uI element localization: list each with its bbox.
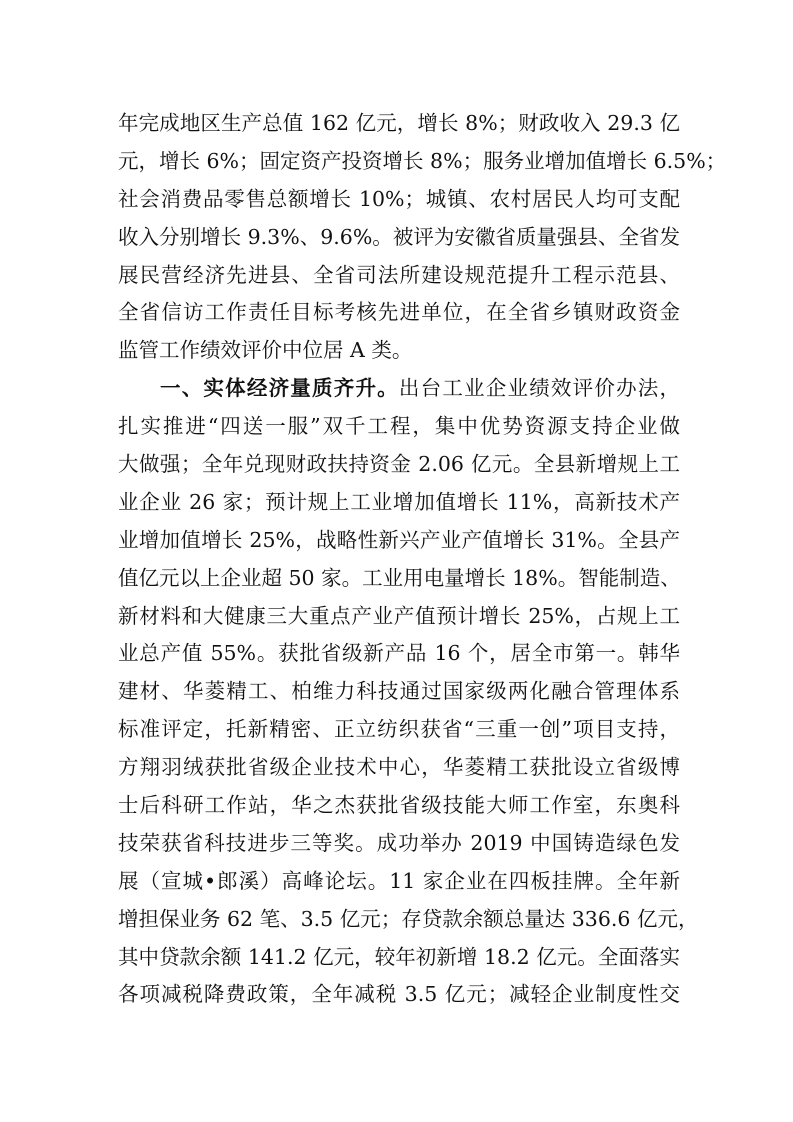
section-heading: 一、实体经济量质齐升。	[160, 376, 399, 401]
text-line: 其中贷款余额 141.2 亿元，较年初新增 18.2 亿元。全面落实	[118, 944, 680, 969]
text-line: 标准评定，托新精密、正立纺织获省“三重一创”项目支持，	[118, 717, 680, 742]
text-line: 士后科研工作站，华之杰获批省级技能大师工作室，东奥科	[118, 793, 680, 818]
text-line: 年完成地区生产总值 162 亿元，增长 8%；财政收入 29.3 亿	[118, 111, 680, 135]
text-line: 各项减税降费政策，全年减税 3.5 亿元；减轻企业制度性交	[118, 982, 680, 1007]
text-line: 业总产值 55%。获批省级新产品 16 个，居全市第一。韩华	[118, 641, 680, 666]
paragraph-economic-summary	[118, 105, 727, 370]
document-body	[118, 105, 727, 1014]
text-line: 增担保业务 62 笔、3.5 亿元；存贷款余额总量达 336.6 亿元，	[118, 906, 699, 931]
text-line: 大做强；全年兑现财政扶持资金 2.06 亿元。全县新增规上工	[118, 452, 680, 477]
text-line: 收入分别增长 9.3%、9.6%。被评为安徽省质量强县、全省发	[118, 224, 680, 249]
paragraph-real-economy	[118, 370, 699, 1014]
text-line: 全省信访工作责任目标考核先进单位，在全省乡镇财政资金	[118, 300, 680, 325]
text-line: 新材料和大健康三大重点产业产值预计增长 25%，占规上工	[118, 603, 680, 628]
text-line: 展（宣城•郎溪）高峰论坛。11 家企业在四板挂牌。全年新	[118, 868, 680, 893]
text-line: 展民营经济先进县、全省司法所建设规范提升工程示范县、	[118, 262, 680, 287]
text-line: 社会消费品零售总额增长 10%；城镇、农村居民人均可支配	[118, 186, 680, 211]
text-line: 元，增长 6%；固定资产投资增长 8%；服务业增加值增长 6.5%；	[118, 148, 727, 173]
text-line: 扎实推进“四送一服”双千工程，集中优势资源支持企业做	[118, 414, 680, 439]
text-line	[118, 370, 680, 408]
text-line: 业企业 26 家；预计规上工业增加值增长 11%，高新技术产	[118, 489, 680, 514]
text-line: 监管工作绩效评价中位居 A 类。	[118, 338, 413, 363]
text-line: 业增加值增长 25%，战略性新兴产业产值增长 31%。全县产	[118, 527, 680, 552]
text-line: 建材、华菱精工、柏维力科技通过国家级两化融合管理体系	[118, 679, 680, 704]
heading-line-text: 出台工业企业绩效评价办法，	[398, 376, 680, 401]
text-line: 值亿元以上企业超 50 家。工业用电量增长 18%。智能制造、	[118, 565, 681, 590]
text-line: 技荣获省科技进步三等奖。成功举办 2019 中国铸造绿色发	[118, 830, 680, 855]
text-line: 方翔羽绒获批省级企业技术中心，华菱精工获批设立省级博	[118, 755, 680, 780]
